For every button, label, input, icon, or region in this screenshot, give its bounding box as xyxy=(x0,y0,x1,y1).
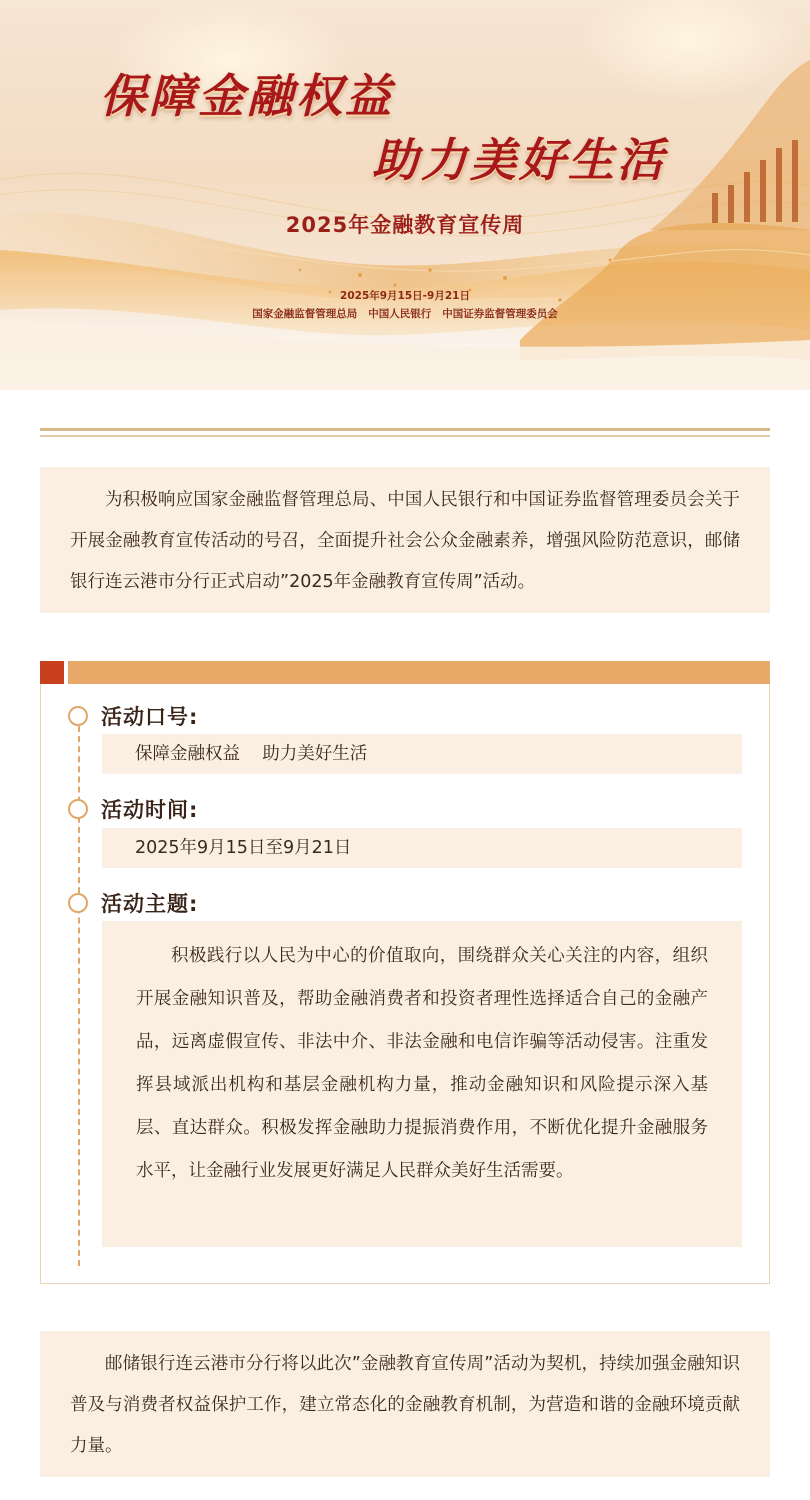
banner-title-line2: 助力美好生活 xyxy=(372,133,666,187)
banner-dates: 2025年9月15日-9月21日 xyxy=(340,290,470,302)
banner-subtitle: 2025年金融教育宣传周 xyxy=(285,213,525,237)
intro-text: 为积极响应国家金融监督管理总局、中国人民银行和中国证券监督管理委员会关于开展金融教育宣传活动的号召，全面提升社会公众金融素养，增强风险防范意识，邮储银行连云港市分行正式启动”2025年金融教育宣传周”活动。 xyxy=(70,490,740,592)
outro-text: 邮储银行连云港市分行将以此次”金融教育宣传周”活动为契机，持续加强金融知识普及与消费者权益保护工作，建立常态化的金融教育机制，为营造和谐的金融环境贡献力量。 xyxy=(70,1354,740,1456)
header-banner xyxy=(0,0,810,390)
theme-label: 活动主题: xyxy=(101,892,199,916)
divider-line-bottom xyxy=(40,435,770,437)
theme-bullet-icon xyxy=(68,893,88,913)
slogan-label: 活动口号: xyxy=(101,705,199,729)
theme-panel xyxy=(102,921,742,1247)
banner-organizers: 国家金融监督管理总局 中国人民银行 中国证券监督管理委员会 xyxy=(252,308,558,320)
divider-line-top xyxy=(40,428,770,431)
theme-text: 积极践行以人民为中心的价值取向，围绕群众关心关注的内容，组织开展金融知识普及，帮助金融消费者和投资者理性选择适合自己的金融产品，远离虚假宣传、非法中介、非法金融和电信诈骗等活动侵害。注重发挥县域派出机构和基层金融机构力量，推动金融知识和风险提示深入基层、直达群众。积极发挥金融助力提振消费作用，不断优化提升金融服务水平，让金融行业发展更好满足人民群众美好生活需要。 xyxy=(136,946,708,1181)
card-header-red-block xyxy=(40,661,64,684)
time-bullet-icon xyxy=(68,799,88,819)
banner-title-line1: 保障金融权益 xyxy=(100,69,394,123)
time-value: 2025年9月15日至9月21日 xyxy=(102,828,742,868)
time-label: 活动时间: xyxy=(101,798,199,822)
section-divider xyxy=(40,428,770,439)
outro-panel xyxy=(40,1331,770,1477)
intro-panel xyxy=(40,467,770,613)
banner-wave-decoration xyxy=(0,0,810,390)
slogan-value: 保障金融权益 助力美好生活 xyxy=(102,734,742,774)
slogan-bullet-icon xyxy=(68,706,88,726)
card-header-bar xyxy=(68,661,770,684)
